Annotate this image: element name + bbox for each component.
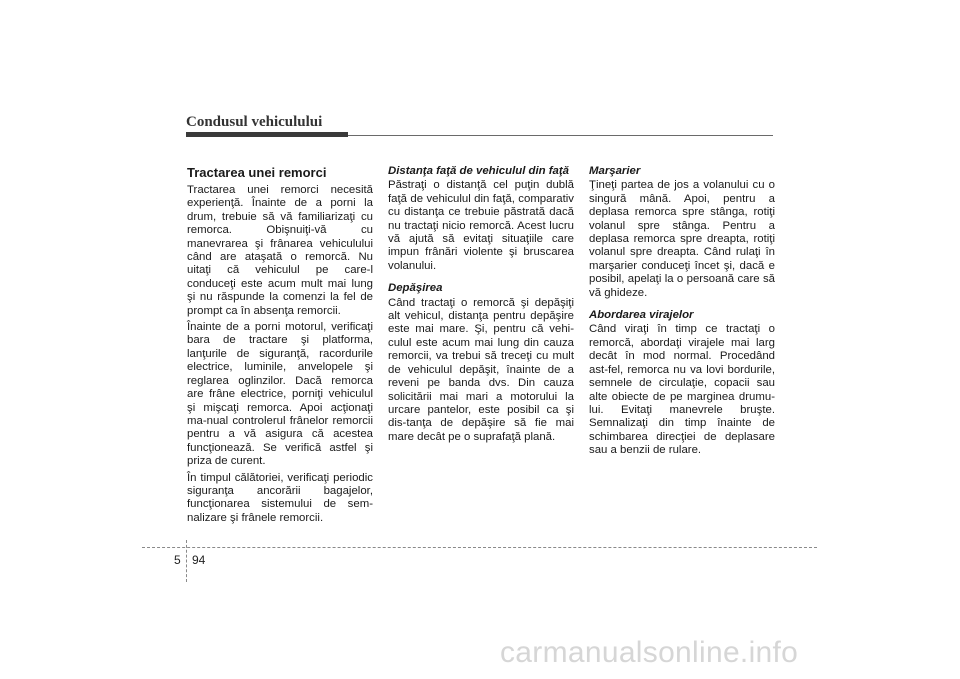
paragraph-checks: Înainte de a porni motorul, verificaţi bara de tractare şi platforma, lanţurile de siguranţă, racordurile electrice, luminile, anvelopele şi reglarea oglinzilor. Dacă remorca are frâne electrice, porniţi vehiculul şi mişcaţi remorca. Apoi acţionaţi ma-nual controlerul frânelor remorcii pentru a vă asigura că acestea funcţionează. Se verifică astfel şi priza de curent. xyxy=(187,321,373,468)
subheading-following-distance: Distanţa faţă de vehiculul din faţă xyxy=(388,165,570,177)
header-rule-thin xyxy=(348,135,773,136)
column-1 xyxy=(187,165,373,528)
section-title: Tractarea unei remorci xyxy=(187,165,327,180)
paragraph-travel: În timpul călătoriei, verificaţi periodic siguranţa ancorării bagajelor, funcţionarea sistemului de sem-nalizare şi frânele remorcii. xyxy=(187,471,373,524)
header-rule-thick xyxy=(186,132,348,137)
column-2 xyxy=(388,165,574,447)
footer-page-number: 94 xyxy=(192,553,206,567)
paragraph-overtaking: Când tractaţi o remorcă şi depăşiţi alt vehicul, distanţa pentru depăşire este mai mare. Şi, pentru că vehi-culul este acum mai lung din cauza remorcii, va trebui să treceţi cu mult de vehiculul depăşit, înainte de a reveni pe banda dvs. Din cauza solicitării mai mari a motorului la urcare pantelor, este posibil ca şi dis-tanţa de depăşire să fie mai mare decât pe o suprafaţă plană. xyxy=(388,296,574,443)
subheading-cornering: Abordarea virajelor xyxy=(589,309,694,322)
paragraph-reversing: Ţineţi partea de jos a volanului cu o singură mână. Apoi, pentru a deplasa remorca spre stânga, rotiţi volanul spre stânga. Pentru a deplasa remorca spre dreapta, rotiţi volanul spre dreapta. Când rulaţi în marşarier conduceţi încet şi, dacă e posibil, apelaţi la o persoană care să vă ghideze. xyxy=(589,179,775,299)
footer-dashed-rule xyxy=(142,547,817,548)
subheading-overtaking: Depăşirea xyxy=(388,282,443,295)
subheading-reversing: Marşarier xyxy=(589,165,641,177)
page-header-title: Condusul vehiculului xyxy=(186,114,323,130)
watermark: carmanualsonline.info xyxy=(500,636,799,669)
footer-vertical-dashed-rule xyxy=(186,540,187,582)
paragraph-cornering: Când viraţi în timp ce tractaţi o remorcă, abordaţi virajele mai larg decât în mod normal. Procedând ast-fel, remorca nu va lovi bordurile, semnele de circulaţie, copacii sau alte obiecte de pe marginea drumu-lui. Evitaţi manevrele bruşte. Semnalizaţi din timp înainte de schimbarea direcţiei de deplasare sau a benzii de rulare. xyxy=(589,323,775,457)
column-3 xyxy=(589,165,775,461)
footer-chapter-number: 5 xyxy=(174,553,181,567)
paragraph-following-distance: Păstraţi o distanţă cel puţin dublă faţă de vehiculul din faţă, comparativ cu distanţa ce trebuie păstrată dacă nu tractaţi nicio remorcă. Acest lucru vă ajută să evitaţi situaţiile care impun frânări violente şi bruscarea volanului. xyxy=(388,179,574,272)
paragraph-intro: Tractarea unei remorci necesită experienţă. Înainte de a porni la drum, trebuie să vă familiarizaţi cu remorca. Obişnuiţi-vă cu manevrarea şi frânarea vehiculului când are ataşată o remorcă. Nu uitaţi că vehiculul pe care-l conduceţi este acum mult mai lung şi nu răspunde la comenzi la fel de prompt ca în absenţa remorcii. xyxy=(187,184,373,317)
